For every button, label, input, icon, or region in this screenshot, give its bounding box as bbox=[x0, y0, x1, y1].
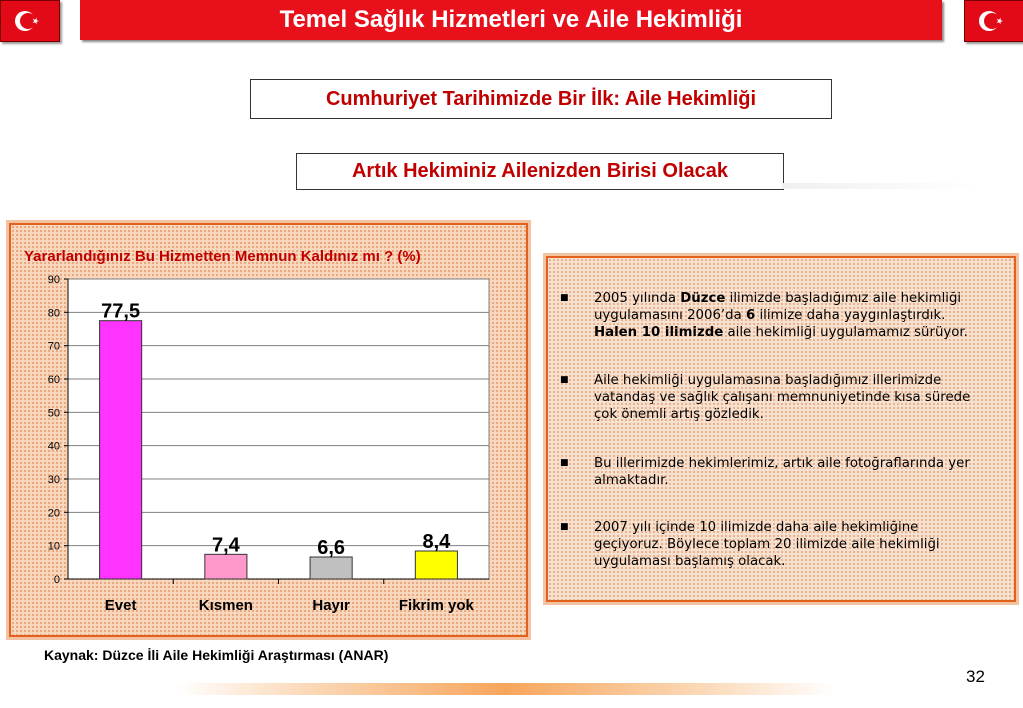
info-bullet bbox=[560, 372, 990, 423]
bar bbox=[415, 551, 457, 579]
page-number: 32 bbox=[966, 667, 985, 686]
bar bbox=[205, 554, 247, 579]
subtitle-heading: Cumhuriyet Tarihimizde Bir İlk: Aile Hekimliği bbox=[250, 79, 832, 119]
slogan-heading: Artık Hekiminiz Ailenizden Birisi Olacak bbox=[296, 153, 784, 190]
bullet-text bbox=[594, 290, 990, 341]
bullet-text-run: Aile hekimliği uygulamasına başladığımız illerimizde vatandaş ve sağlık çalışanı memnuniyetinde kısa sürede çok önemli artış gözledik. bbox=[594, 373, 971, 422]
bullet-text-run: Bu illerimizde hekimlerimiz, artık aile fotoğraflarında yer almaktadır. bbox=[594, 456, 970, 488]
bullet-square-icon: ■ bbox=[560, 375, 569, 385]
data-label: 7,4 bbox=[211, 534, 240, 557]
info-bullet bbox=[560, 455, 990, 489]
info-bullet bbox=[560, 290, 990, 341]
bullet-text-run: aile hekimliği uygulamamız sürüyor. bbox=[723, 325, 968, 340]
y-tick-label: 20 bbox=[47, 507, 60, 520]
bullet-text-run: ilimizde başladığımız aile hekimliği uygulamasını 2006’da bbox=[594, 291, 962, 323]
info-panel bbox=[546, 256, 1016, 602]
bullet-square-icon: ■ bbox=[560, 522, 569, 532]
bullet-text bbox=[594, 372, 990, 423]
bar bbox=[310, 557, 352, 579]
bullet-text-run: 6 bbox=[745, 308, 756, 323]
data-label: 77,5 bbox=[101, 300, 141, 323]
y-tick-label: 30 bbox=[47, 474, 60, 486]
chart-title: Yararlandığınız Bu Hizmetten Memnun Kaldınız mı ? (%) bbox=[24, 248, 421, 265]
data-label: 8,4 bbox=[422, 531, 451, 553]
source-note: Kaynak: Düzce İli Aile Hekimliği Araştırması (ANAR) bbox=[44, 647, 389, 663]
bullet-text bbox=[594, 519, 990, 570]
bullet-text-run: Düzce bbox=[680, 291, 726, 306]
bullet-square-icon: ■ bbox=[560, 293, 569, 303]
bullet-text-run: 2005 yılında bbox=[594, 291, 681, 306]
bullet-square-icon: ■ bbox=[560, 458, 569, 468]
y-tick-label: 80 bbox=[47, 307, 60, 320]
y-tick-label: 40 bbox=[47, 440, 60, 453]
x-tick-label: Kısmen bbox=[198, 597, 253, 614]
bullet-text bbox=[594, 455, 990, 489]
data-label: 6,6 bbox=[317, 537, 346, 559]
bar bbox=[100, 321, 142, 579]
y-tick-label: 10 bbox=[47, 540, 60, 553]
bottom-decorative-bar bbox=[175, 683, 835, 695]
y-tick-label: 50 bbox=[47, 407, 60, 420]
info-bullet bbox=[560, 519, 990, 570]
x-tick-label: Hayır bbox=[312, 597, 350, 614]
y-tick-label: 60 bbox=[47, 374, 60, 386]
y-tick-label: 70 bbox=[47, 340, 60, 353]
bullet-text-run: 2007 yılı içinde 10 ilimizde daha aile hekimliğine geçiyoruz. Böylece toplam 20 ilimizde aile hekimliği uygulaması başlamış olacak. bbox=[594, 520, 940, 569]
bullet-text-run: ilimize daha yaygınlaştırdık. bbox=[755, 308, 946, 323]
y-tick-label: 0 bbox=[53, 574, 60, 586]
bullet-text-run: Halen 10 ilimizde bbox=[594, 325, 724, 340]
x-tick-label: Evet bbox=[104, 597, 137, 614]
y-tick-label: 90 bbox=[47, 274, 60, 286]
page-title: Temel Sağlık Hizmetleri ve Aile Hekimliği bbox=[80, 0, 942, 40]
x-tick-label: Fikrim yok bbox=[398, 597, 474, 614]
